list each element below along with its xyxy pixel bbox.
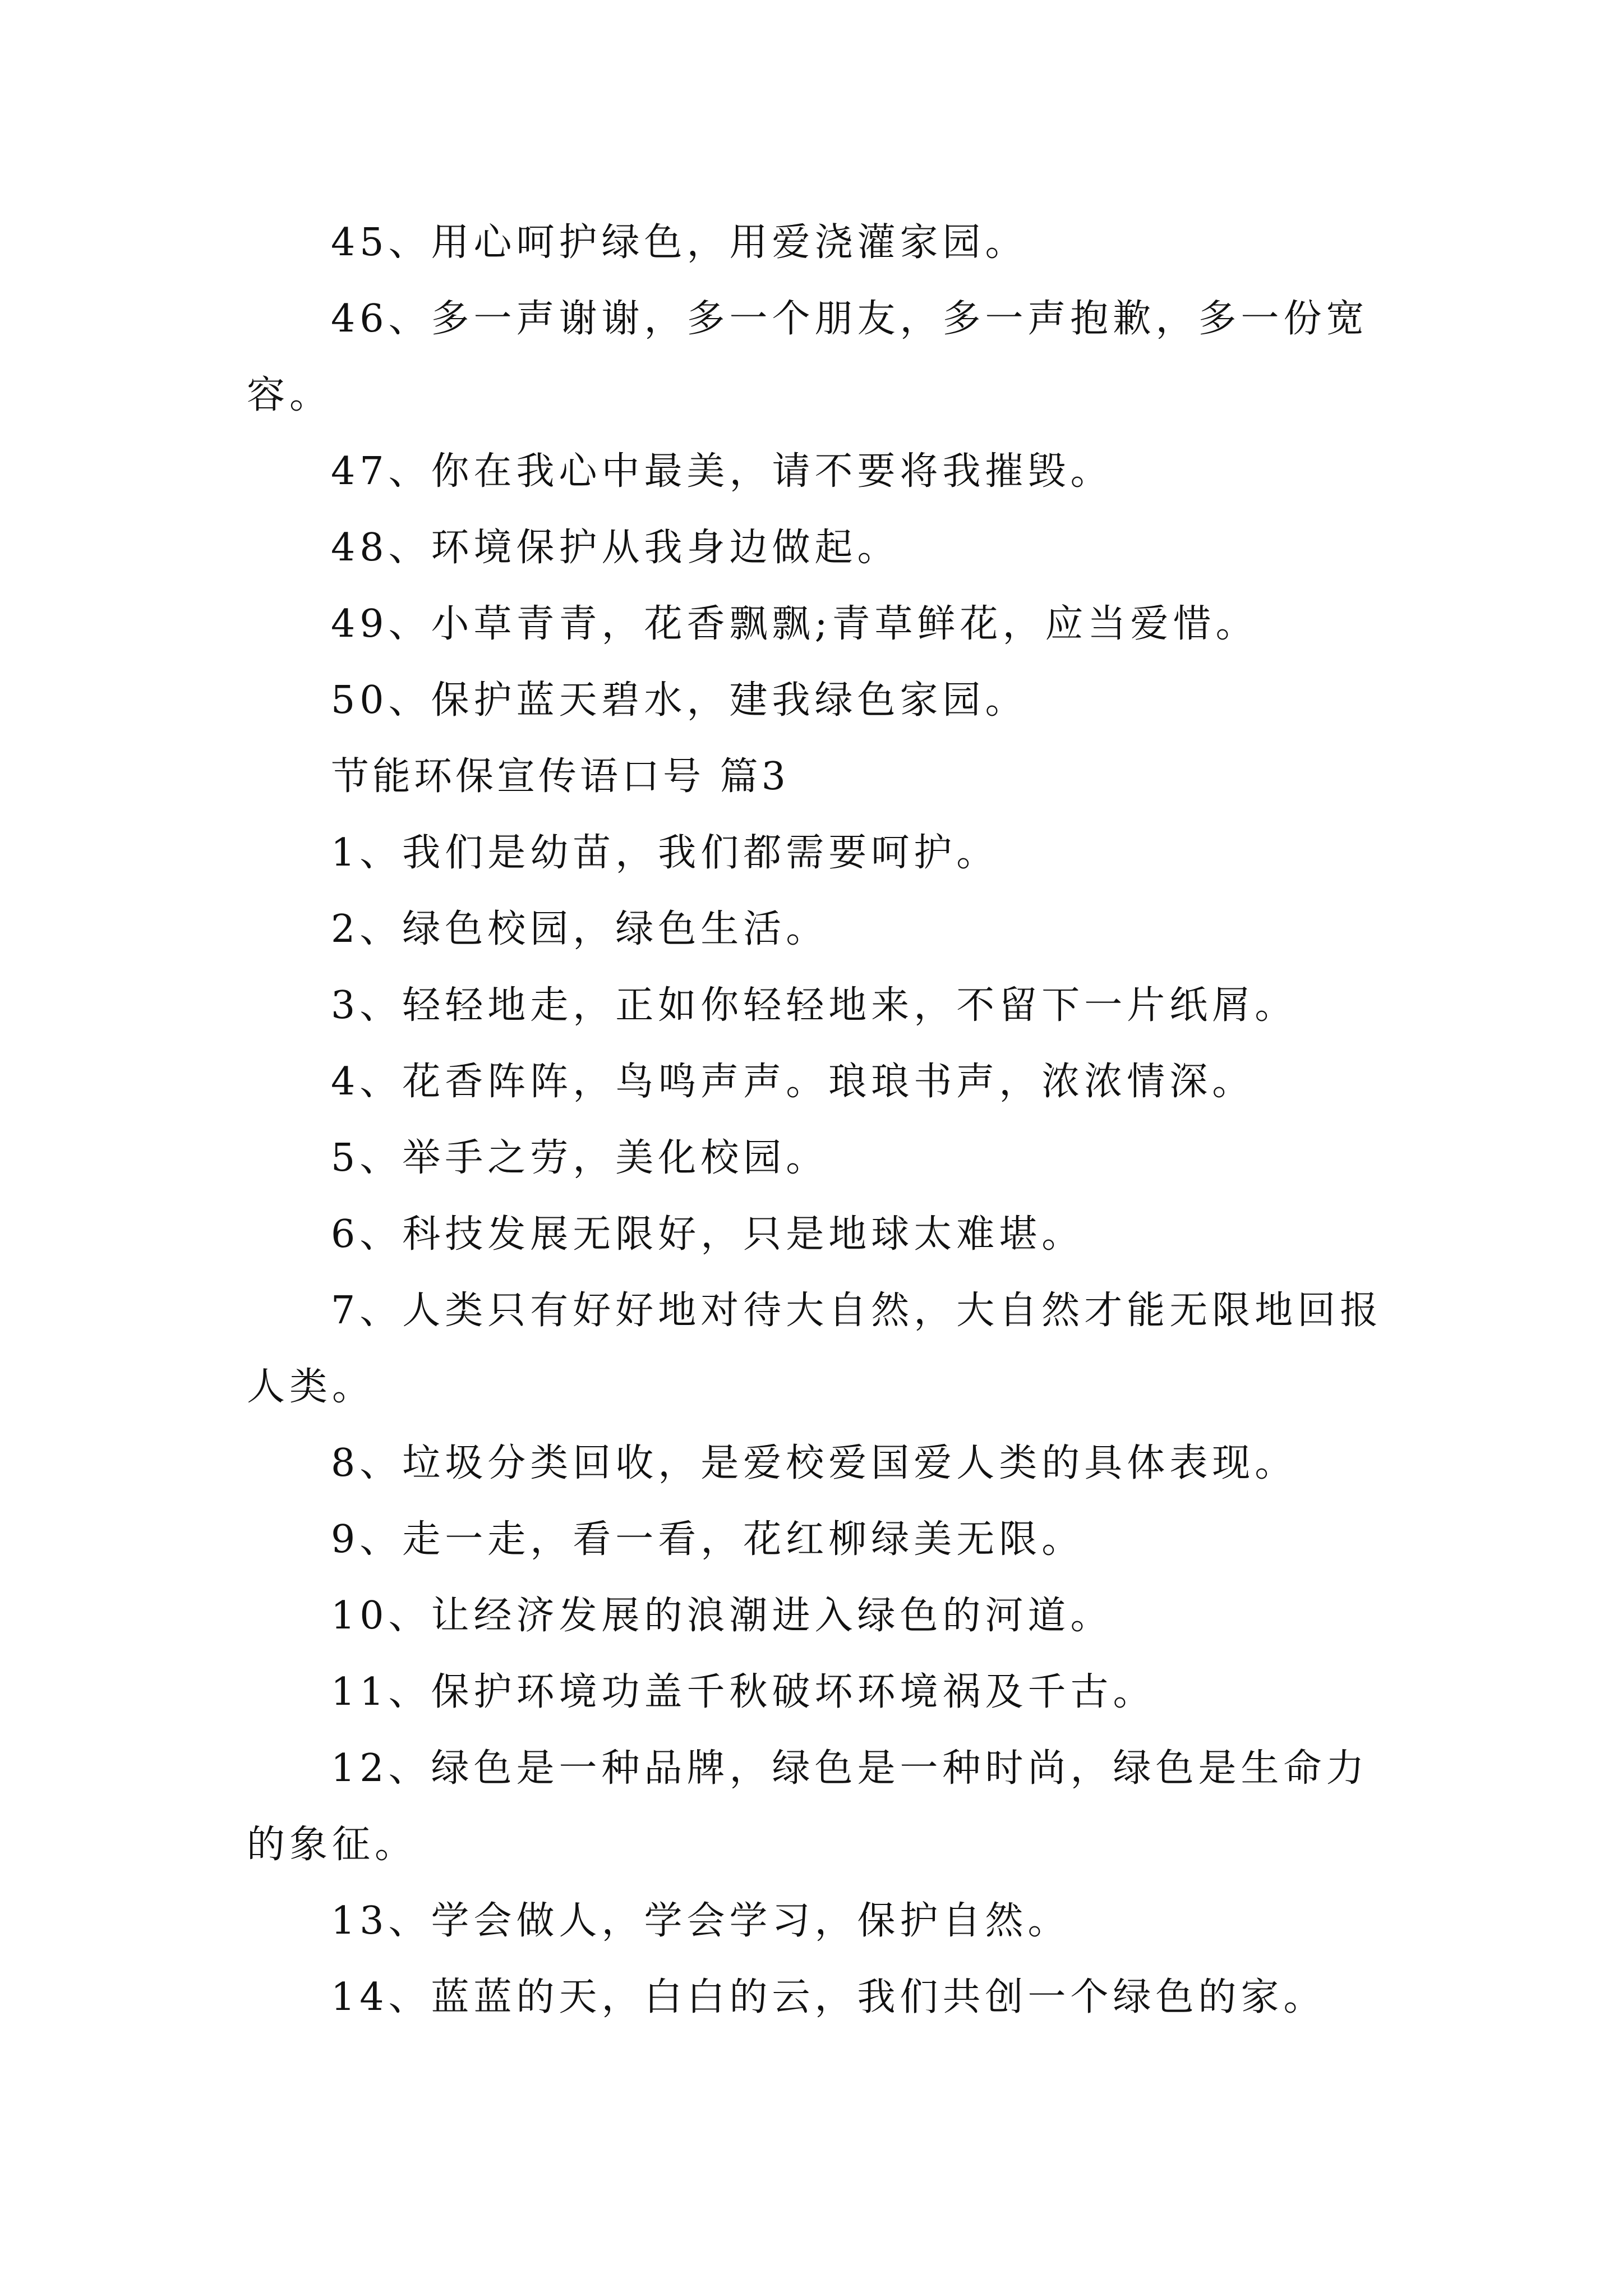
document-body bbox=[247, 205, 1385, 2036]
section-heading: 节能环保宣传语口号 篇3 bbox=[331, 754, 789, 799]
section-slogan-2: 2、绿色校园，绿色生活。 bbox=[331, 907, 829, 951]
section-slogan-12: 12、绿色是一种品牌，绿色是一种时尚，绿色是生命力的象征。 bbox=[247, 1746, 1369, 1867]
slogan-line-50: 50、保护蓝天碧水，建我绿色家园。 bbox=[331, 678, 1028, 723]
section-slogan-4: 4、花香阵阵，鸟鸣声声。琅琅书声，浓浓情深。 bbox=[331, 1060, 1255, 1104]
slogan-line-48: 48、环境保护从我身边做起。 bbox=[331, 526, 900, 570]
section-slogan-6: 6、科技发展无限好，只是地球太难堪。 bbox=[331, 1212, 1085, 1257]
section-slogan-13: 13、学会做人，学会学习，保护自然。 bbox=[331, 1899, 1071, 1943]
section-slogan-9: 9、走一走，看一看，花红柳绿美无限。 bbox=[331, 1517, 1085, 1562]
section-slogan-14: 14、蓝蓝的天，白白的云，我们共创一个绿色的家。 bbox=[331, 1975, 1326, 2019]
slogan-line-46: 46、多一声谢谢，多一个朋友，多一声抱歉，多一份宽容。 bbox=[247, 297, 1369, 417]
section-slogan-7: 7、人类只有好好地对待大自然，大自然才能无限地回报人类。 bbox=[247, 1289, 1383, 1409]
slogan-line-49: 49、小草青青，花香飘飘;青草鲜花，应当爱惜。 bbox=[331, 602, 1258, 646]
section-slogan-3: 3、轻轻地走，正如你轻轻地来，不留下一片纸屑。 bbox=[331, 983, 1298, 1028]
section-slogan-10: 10、让经济发展的浪潮进入绿色的河道。 bbox=[331, 1594, 1113, 1638]
slogan-line-45: 45、用心呵护绿色，用爱浇灌家园。 bbox=[331, 220, 1028, 265]
section-slogan-8: 8、垃圾分类回收，是爱校爱国爱人类的具体表现。 bbox=[331, 1441, 1298, 1485]
section-slogan-1: 1、我们是幼苗，我们都需要呵护。 bbox=[331, 831, 999, 875]
section-slogan-11: 11、保护环境功盖千秋破坏环境祸及千古。 bbox=[331, 1670, 1156, 1714]
section-slogan-5: 5、举手之劳，美化校园。 bbox=[331, 1136, 829, 1180]
slogan-line-47: 47、你在我心中最美，请不要将我摧毁。 bbox=[331, 449, 1113, 494]
